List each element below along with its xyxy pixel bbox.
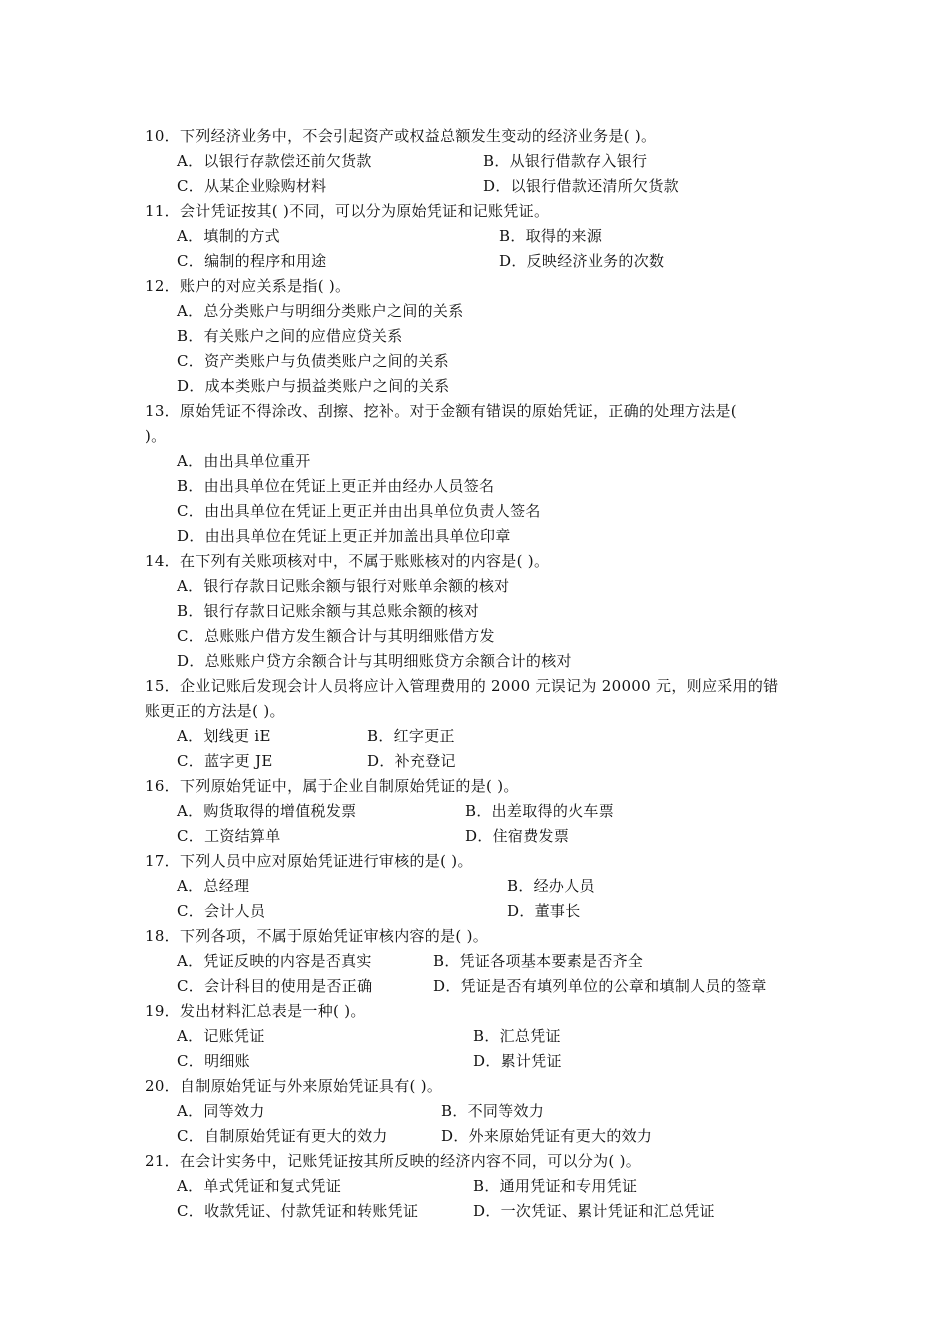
option-d: D．成本类账户与损益类账户之间的关系: [177, 377, 450, 395]
option-b: B．取得的来源: [499, 227, 603, 245]
option-d: D．董事长: [507, 902, 581, 920]
question-stem: 11．会计凭证按其( )不同，可以分为原始凭证和记账凭证。: [145, 202, 550, 220]
option-c: C．收款凭证、付款凭证和转账凭证: [177, 1202, 419, 1220]
option-d: D．外来原始凭证有更大的效力: [441, 1127, 653, 1145]
question-stem: 21．在会计实务中，记账凭证按其所反映的经济内容不同，可以分为( )。: [145, 1152, 642, 1170]
option-a: A．单式凭证和复式凭证: [177, 1177, 342, 1195]
option-c: C．编制的程序和用途: [177, 252, 327, 270]
option-c: C．明细账: [177, 1052, 250, 1070]
option-a: A．填制的方式: [177, 227, 280, 245]
question-stem: 18．下列各项，不属于原始凭证审核内容的是( )。: [145, 927, 489, 945]
option-b: B．汇总凭证: [473, 1027, 561, 1045]
option-a: A．购货取得的增值税发票: [177, 802, 357, 820]
option-c: C．会计人员: [177, 902, 266, 920]
option-b: B．从银行借款存入银行: [483, 152, 648, 170]
question-stem: 14．在下列有关账项核对中，不属于账账核对的内容是( )。: [145, 552, 550, 570]
option-b: B．出差取得的火车票: [465, 802, 615, 820]
option-b: B．不同等效力: [441, 1102, 545, 1120]
question-stem-continuation: )。: [145, 427, 167, 445]
option-a: A．银行存款日记账余额与银行对账单余额的核对: [177, 577, 510, 595]
option-b: B．银行存款日记账余额与其总账余额的核对: [177, 602, 480, 620]
question-stem: 10．下列经济业务中，不会引起资产或权益总额发生变动的经济业务是( )。: [145, 127, 657, 145]
option-d: D．累计凭证: [473, 1052, 562, 1070]
option-d: D．住宿费发票: [465, 827, 570, 845]
option-b: B．凭证各项基本要素是否齐全: [433, 952, 644, 970]
question-stem: 16．下列原始凭证中，属于企业自制原始凭证的是( )。: [145, 777, 519, 795]
option-b: B．由出具单位在凭证上更正并由经办人员签名: [177, 477, 495, 495]
option-c: C．由出具单位在凭证上更正并由出具单位负责人签名: [177, 502, 541, 520]
option-d: D．总账账户贷方余额合计与其明细账贷方余额合计的核对: [177, 652, 572, 670]
option-d: D．反映经济业务的次数: [499, 252, 665, 270]
option-b: B．经办人员: [507, 877, 595, 895]
option-c: C．自制原始凭证有更大的效力: [177, 1127, 388, 1145]
option-a: A．记账凭证: [177, 1027, 265, 1045]
option-b: B．红字更正: [367, 727, 455, 745]
option-d: D．凭证是否有填列单位的公章和填制人员的签章: [433, 977, 767, 995]
question-stem: 12．账户的对应关系是指( )。: [145, 277, 351, 295]
option-d: D．以银行借款还清所欠货款: [483, 177, 679, 195]
option-c: C．从某企业赊购材料: [177, 177, 327, 195]
option-c: C．会计科目的使用是否正确: [177, 977, 373, 995]
option-a: A．划线更 iE: [177, 727, 271, 745]
option-b: B．有关账户之间的应借应贷关系: [177, 327, 403, 345]
question-stem: 15．企业记账后发现会计人员将应计入管理费用的 2000 元误记为 20000 元，则应采用的错: [145, 677, 779, 695]
question-stem: 13．原始凭证不得涂改、刮擦、挖补。对于金额有错误的原始凭证，正确的处理方法是(: [145, 402, 737, 420]
option-a: A．总经理: [177, 877, 250, 895]
question-stem: 20．自制原始凭证与外来原始凭证具有( )。: [145, 1077, 443, 1095]
option-c: C．工资结算单: [177, 827, 281, 845]
option-b: B．通用凭证和专用凭证: [473, 1177, 638, 1195]
question-stem-continuation: 账更正的方法是( )。: [145, 702, 285, 720]
option-d: D．一次凭证、累计凭证和汇总凭证: [473, 1202, 715, 1220]
question-stem: 19．发出材料汇总表是一种( )。: [145, 1002, 366, 1020]
option-a: A．同等效力: [177, 1102, 265, 1120]
option-d: D．补充登记: [367, 752, 456, 770]
question-stem: 17．下列人员中应对原始凭证进行审核的是( )。: [145, 852, 473, 870]
option-c: C．总账账户借方发生额合计与其明细账借方发: [177, 627, 495, 645]
option-c: C．蓝字更 JE: [177, 752, 273, 770]
option-d: D．由出具单位在凭证上更正并加盖出具单位印章: [177, 527, 511, 545]
option-a: A．以银行存款偿还前欠货款: [177, 152, 372, 170]
option-a: A．总分类账户与明细分类账户之间的关系: [177, 302, 464, 320]
option-c: C．资产类账户与负债类账户之间的关系: [177, 352, 449, 370]
option-a: A．由出具单位重开: [177, 452, 311, 470]
option-a: A．凭证反映的内容是否真实: [177, 952, 372, 970]
